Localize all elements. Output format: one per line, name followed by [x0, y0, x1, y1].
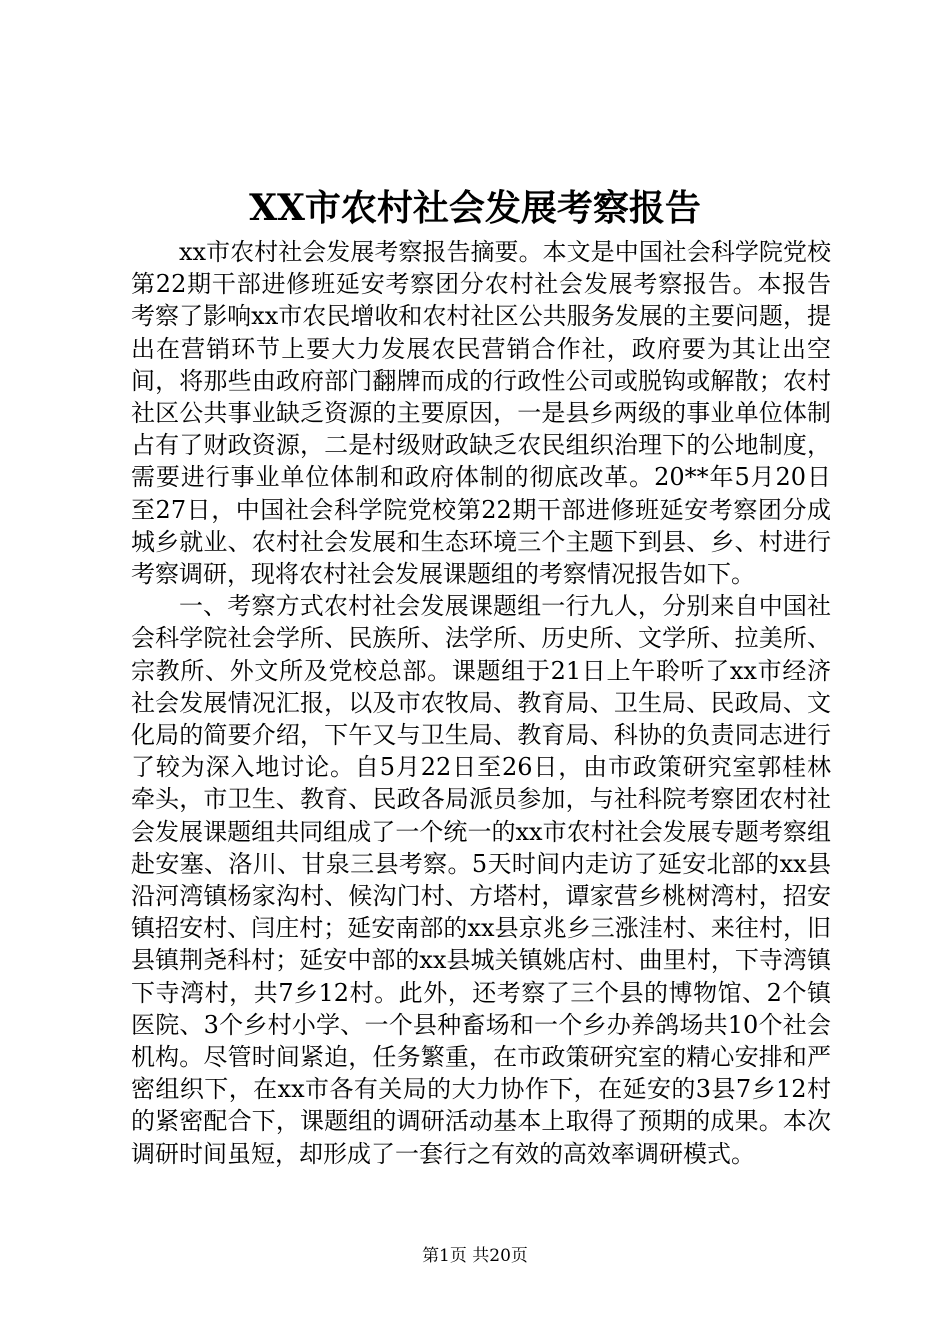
paragraph-survey-method: 一、考察方式农村社会发展课题组一行九人，分别来自中国社会科学院社会学所、民族所、法学所、历史所、文学所、拉美所、宗教所、外文所及党校总部。课题组于21日上午聆听了xx市经济社会发展情况汇报，以及市农牧局、教育局、卫生局、民政局、文化局的简要介绍，下午又与卫生局、教育局、科协的负责同志进行了较为深入地讨论。自5月22日至26日，由市政策研究室郭桂林牵头，市卫生、教育、民政各局派员参加，与社科院考察团农村社会发展课题组共同组成了一个统一的xx市农村社会发展专题考察组赴安塞、洛川、甘泉三县考察。5天时间内走访了延安北部的xx县沿河湾镇杨家沟村、候沟门村、方塔村，谭家营乡桃树湾村，招安镇招安村、闫庄村；延安南部的xx县京兆乡三涨洼村、来往村，旧县镇荆尧科村；延安中部的xx县城关镇姚店村、曲里村，下寺湾镇下寺湾村，共7乡12村。此外，还考察了三个县的博物馆、2个镇医院、3个乡村小学、一个县种畜场和一个乡办养鸽场共10个社会机构。尽管时间紧迫，任务繁重，在市政策研究室的精心安排和严密组织下，在xx市各有关局的大力协作下，在延安的3县7乡12村的紧密配合下，课题组的调研活动基本上取得了预期的成果。本次调研时间虽短，却形成了一套行之有效的高效率调研模式。	[131, 592, 831, 1168]
paragraph-abstract: xx市农村社会发展考察报告摘要。本文是中国社会科学院党校第22期干部进修班延安考察团分农村社会发展考察报告。本报告考察了影响xx市农民增收和农村社区公共服务发展的主要问题，提出在营销环节上要大力发展农民营销合作社，政府要为其让出空间，将那些由政府部门翻牌而成的行政性公司或脱钩或解散；农村社区公共事业缺乏资源的主要原因，一是县乡两级的事业单位体制占有了财政资源，二是村级财政缺乏农民组织治理下的公地制度，需要进行事业单位体制和政府体制的彻底改革。20**年5月20日至27日，中国社会科学院党校第22期干部进修班延安考察团分成城乡就业、农村社会发展和生态环境三个主题下到县、乡、村进行考察调研，现将农村社会发展课题组的考察情况报告如下。	[131, 238, 831, 589]
document-body	[131, 236, 831, 1170]
page-number-footer: 第1页 共20页	[422, 1246, 528, 1266]
document-title: XX市农村社会发展考察报告	[249, 187, 701, 229]
